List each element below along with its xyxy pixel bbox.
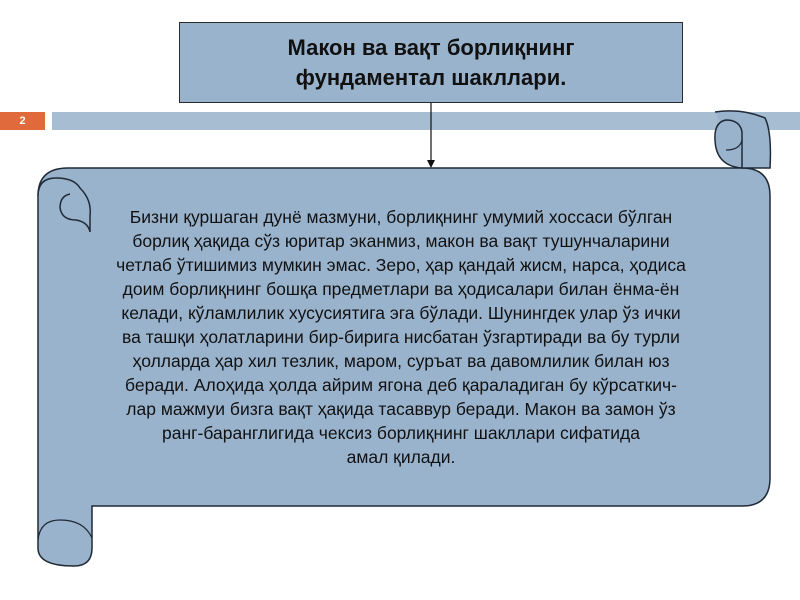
page-number: 2 (0, 112, 45, 130)
slide-title: Макон ва вақт борлиқнинг фундаментал шакллари. (287, 34, 575, 90)
scroll-body-text: Бизни қуршаган дунё мазмуни, борлиқнинг умумий хоссаси бўлган борлиқ ҳақида сўз юритар эканмиз, макон ва вақт тушунчаларини четлаб ўтишимиз мумкин эмас. Зеро, ҳар қандай жисм, нарса, ҳодиса доим борлиқнинг бошқа предметлари ва ҳодисалари билан ёнма-ён келади, кўламлилик хусусиятига эга бўлади. Шунингдек улар ўз ички ва ташқи ҳолатларини бир-бирига нисбатан ўзгартиради ва бу турли ҳолларда ҳар хил тезлик, маром, суръат ва давомлилик билан юз беради. Алоҳида ҳолда айрим ягона деб қараладиган бу кўрсаткич- лар мажмуи бизга вақт ҳақида тасаввур беради. Макон ва замон ўз ранг-баранглигида чексиз борлиқнинг шакллари сифатида амал қилади. (116, 207, 686, 467)
title-box (179, 22, 683, 103)
scroll-curl-top-right (715, 111, 771, 168)
connector-arrowhead (427, 160, 435, 168)
